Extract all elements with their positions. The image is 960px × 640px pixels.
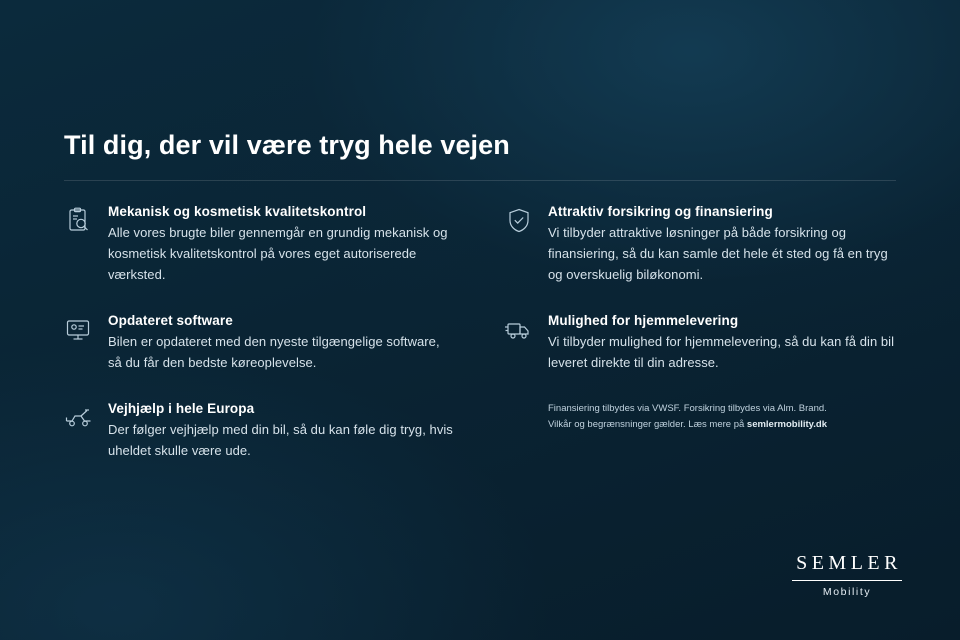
feature-text: Alle vores brugte biler gennemgår en grundig mekanisk og kosmetisk kvalitetskontrol på vores eget autoriserede værksted. xyxy=(108,225,448,283)
legal-line-2-prefix: Vilkår og begrænsninger gælder. Læs mere på xyxy=(548,418,747,430)
delivery-truck-icon xyxy=(504,313,548,345)
feature-item xyxy=(504,204,896,285)
features-column-left xyxy=(64,204,456,489)
monitor-update-icon xyxy=(64,313,108,345)
feature-title: Vejhjælp i hele Europa xyxy=(108,401,255,417)
feature-item xyxy=(64,313,456,373)
semler-mobility-logo xyxy=(792,552,902,598)
tow-truck-icon xyxy=(64,401,108,433)
logo-subtitle: Mobility xyxy=(822,586,872,598)
legal-link[interactable]: semlermobility.dk xyxy=(746,418,827,430)
feature-body xyxy=(548,204,896,285)
feature-text: Der følger vejhjælp med din bil, så du kan føle dig tryg, hvis uheldet skulle være ude. xyxy=(108,422,453,459)
legal-disclaimer xyxy=(504,401,896,432)
features-columns xyxy=(64,204,896,489)
feature-title: Mekanisk og kosmetisk kvalitetskontrol xyxy=(108,204,367,219)
feature-item xyxy=(64,401,456,461)
feature-text: Vi tilbyder attraktive løsninger på både forsikring og finansiering, så du kan samle det hele ét sted og få en tryg og overskuelig biløkonomi. xyxy=(548,225,888,283)
feature-body xyxy=(108,401,456,461)
feature-title: Opdateret software xyxy=(108,313,233,329)
shield-check-icon xyxy=(504,204,548,236)
feature-title: Attraktiv forsikring og finansiering xyxy=(548,204,773,219)
logo-rule xyxy=(792,580,902,581)
feature-item xyxy=(504,313,896,373)
features-column-right xyxy=(504,204,896,489)
header-divider xyxy=(64,180,896,181)
legal-line-2 xyxy=(548,417,896,432)
legal-line-1: Finansiering tilbydes via VWSF. Forsikring tilbydes via Alm. Brand. xyxy=(548,403,827,415)
feature-text: Bilen er opdateret med den nyeste tilgængelige software, så du får den bedste køreoplevelse. xyxy=(108,334,440,371)
feature-text: Vi tilbyder mulighed for hjemmelevering, så du kan få din bil leveret direkte til din adresse. xyxy=(548,334,895,371)
page-title: Til dig, der vil være tryg hele vejen xyxy=(64,130,510,161)
feature-body xyxy=(108,313,456,373)
feature-title: Mulighed for hjemmelevering xyxy=(548,313,739,329)
clipboard-search-icon xyxy=(64,204,108,236)
feature-item xyxy=(64,204,456,285)
feature-body xyxy=(548,313,896,373)
feature-body xyxy=(108,204,456,285)
logo-wordmark: SEMLER xyxy=(796,552,902,574)
